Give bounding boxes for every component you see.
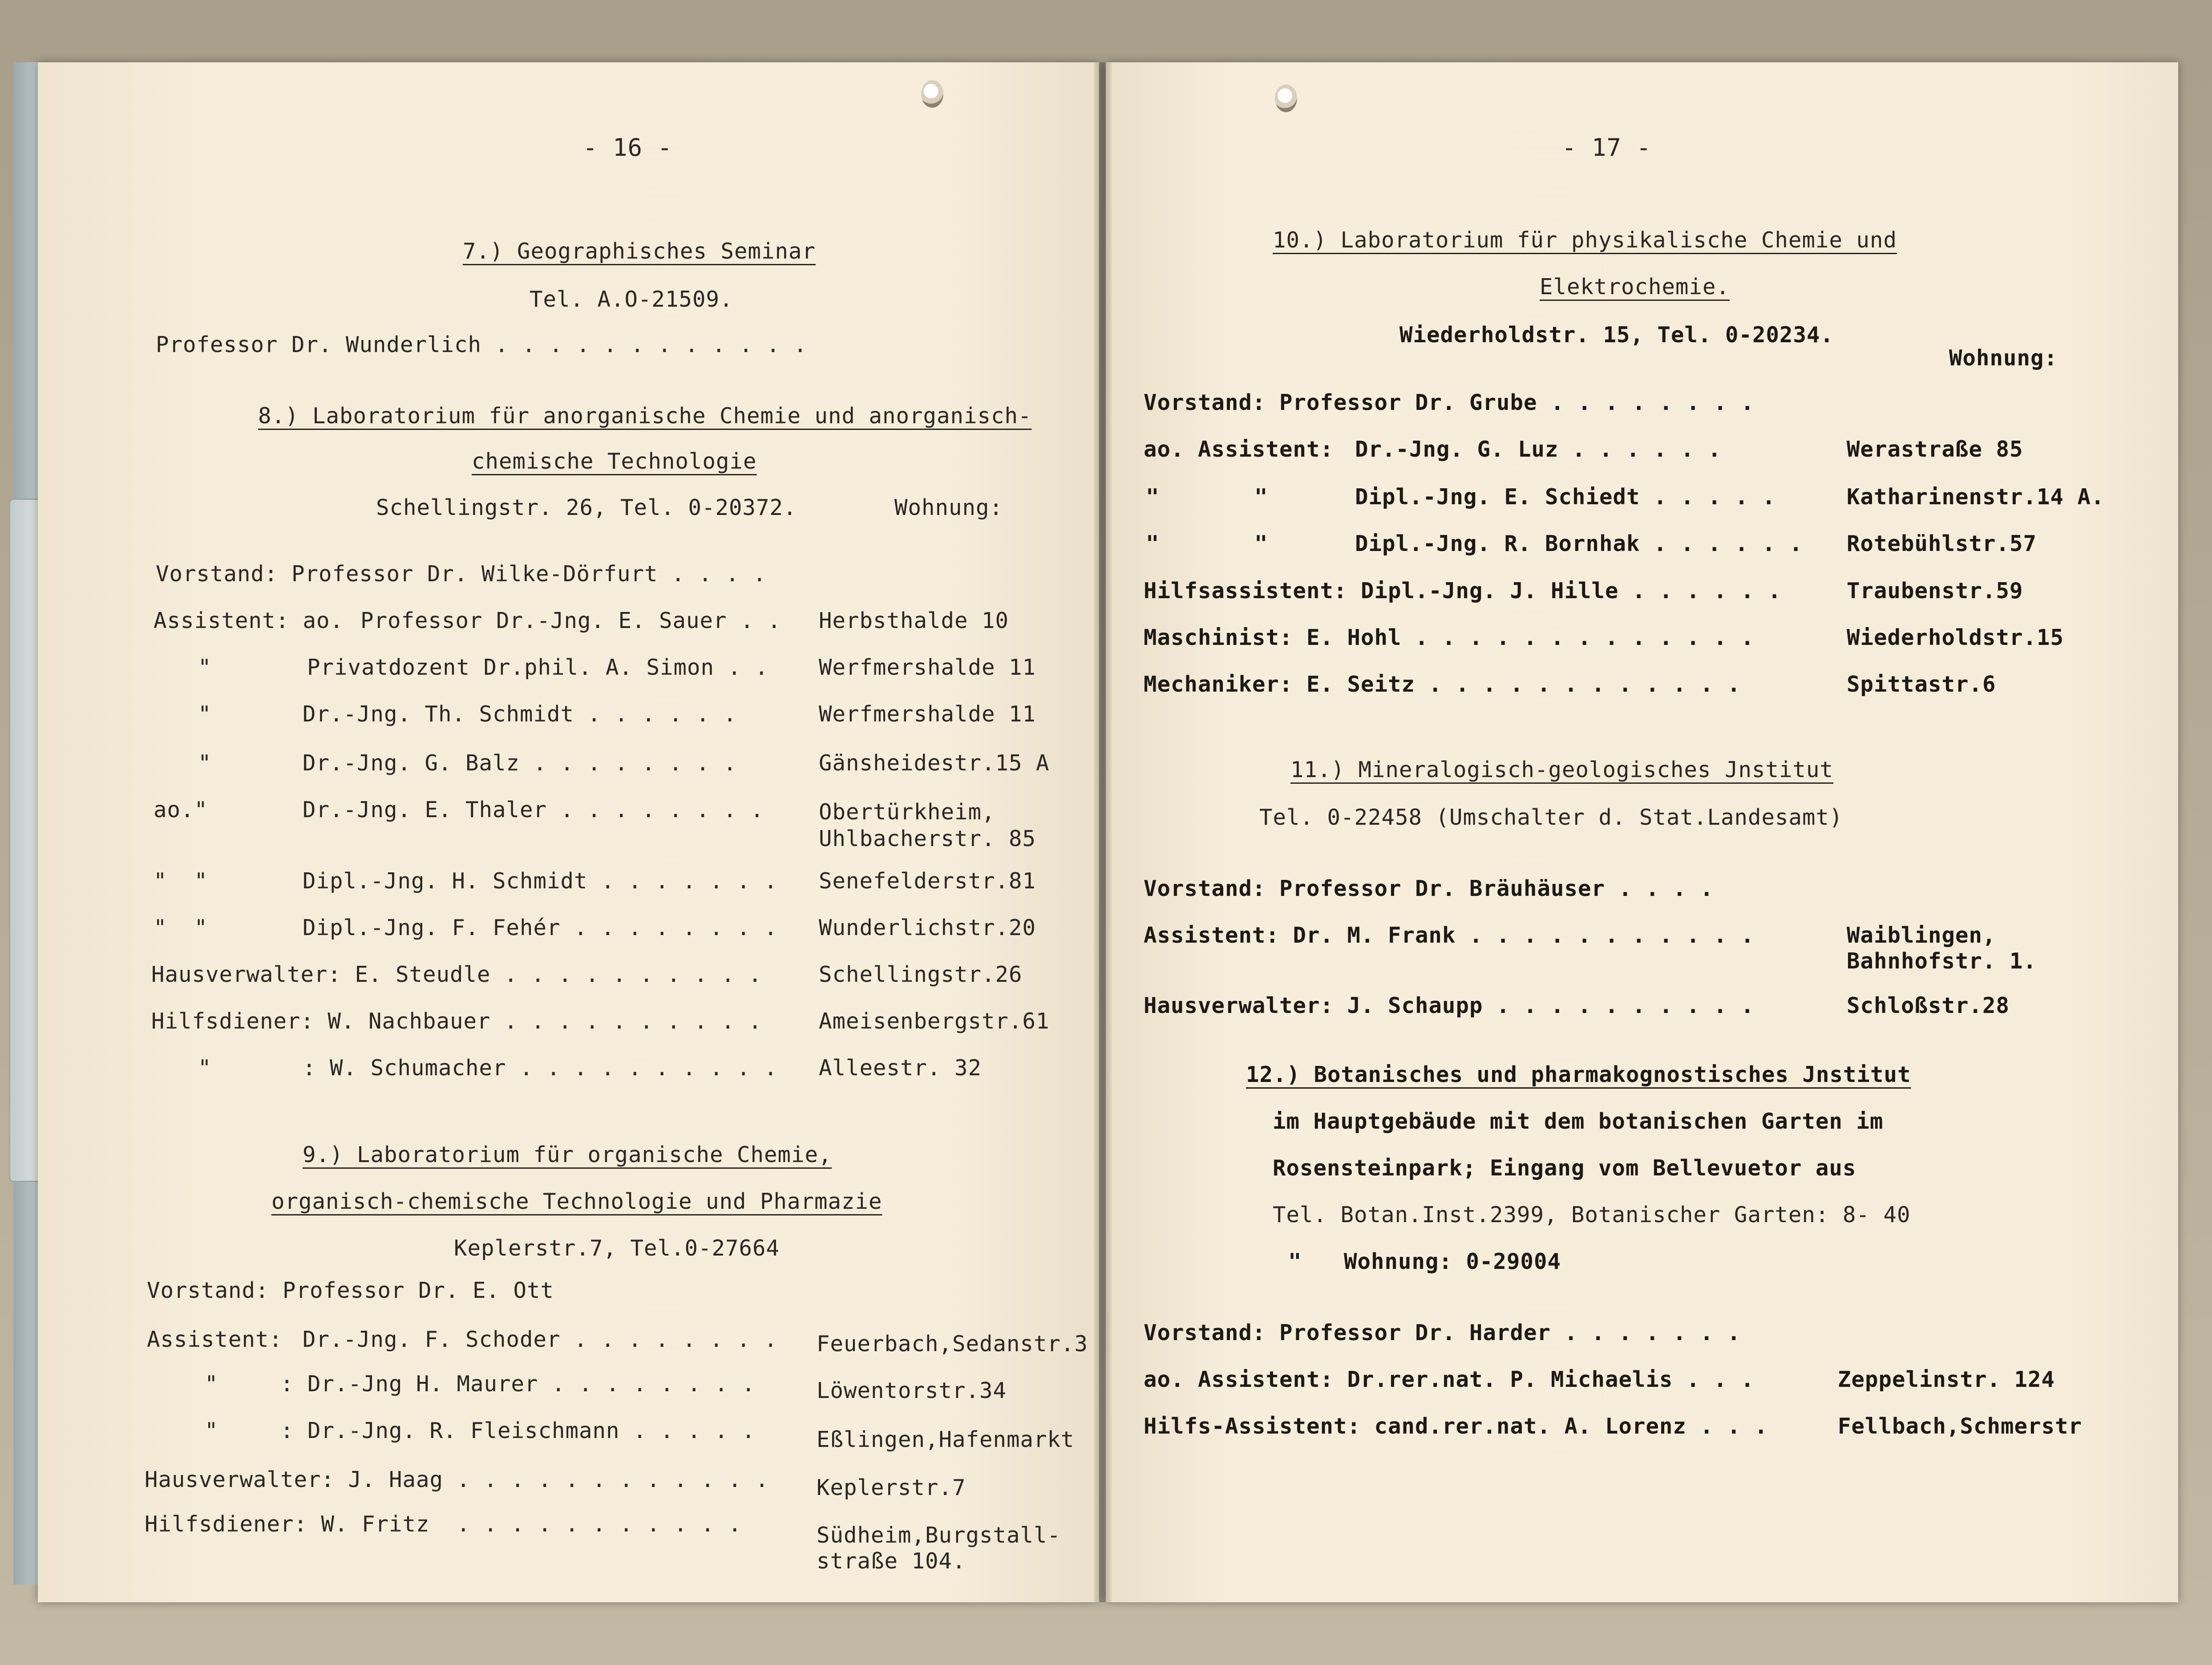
sec10-staff-address: Werastraße 85	[1847, 437, 2023, 462]
sec12-ao-assistent: ao. Assistent: Dr.rer.nat. P. Michaelis . . .	[1144, 1367, 1755, 1392]
sec12-tel: Tel. Botan.Inst.2399, Botanischer Garten: 8- 40	[1273, 1202, 1911, 1227]
sec10-staff-name: Dipl.-Jng. E. Schiedt . . . . .	[1355, 484, 1776, 510]
punch-hole-left	[921, 80, 943, 108]
sec8-vorstand: Vorstand: Professor Dr. Wilke-Dörfurt . . . .	[156, 561, 767, 587]
sec12-wohnung-mark: "	[1288, 1249, 1302, 1274]
sec10-vorstand: Vorstand: Professor Dr. Grube . . . . . . . .	[1144, 390, 1755, 415]
sec8-hilfsdiener-1: Hilfsdiener: W. Nachbauer . . . . . . . . . .	[151, 1009, 762, 1034]
sec8-staff-address: Wunderlichstr.20	[819, 915, 1036, 940]
sec8-staff-role: ao."	[154, 797, 208, 822]
sec12-vorstand: Vorstand: Professor Dr. Harder . . . . . . .	[1144, 1320, 1741, 1345]
sec8-staff-role: "	[198, 701, 212, 727]
sec8-staff-name: Dr.-Jng. G. Balz . . . . . . . .	[303, 750, 737, 776]
sec8-hilfsdiener-1-address: Ameisenbergstr.61	[819, 1009, 1050, 1034]
sec11-vorstand: Vorstand: Professor Dr. Bräuhäuser . . . .	[1144, 876, 1714, 901]
sec10-staff-name: Dipl.-Jng. R. Bornhak . . . . . .	[1355, 531, 1803, 556]
sec9-staff-address: Feuerbach,Sedanstr.3	[817, 1331, 1088, 1357]
sec10-maschinist-address: Wiederholdstr.15	[1847, 625, 2064, 650]
sec10-hilfsassistent-address: Traubenstr.59	[1847, 578, 2023, 604]
sec8-staff-role: " "	[154, 868, 208, 894]
sec8-staff-role: "	[198, 655, 212, 680]
sec8-staff-address: Herbsthalde 10	[819, 608, 1009, 633]
sec9-staff-name: Dr.-Jng. F. Schoder . . . . . . . .	[303, 1327, 778, 1352]
sec9-hausverwalter-address: Keplerstr.7	[817, 1475, 966, 1500]
sec8-staff-name: Dr.-Jng. E. Thaler . . . . . . . .	[303, 797, 764, 822]
sec8-staff-role: Assistent: ao.	[154, 608, 344, 633]
sec10-staff-address: Katharinenstr.14 A.	[1847, 484, 2105, 510]
sec9-hilfsdiener: Hilfsdiener: W. Fritz . . . . . . . . . . .	[145, 1511, 742, 1537]
sec9-staff-name: : Dr.-Jng. R. Fleischmann . . . . .	[280, 1418, 756, 1443]
sec10-title-line2: Elektrochemie.	[1540, 274, 1730, 300]
sec10-staff-role: " "	[1146, 484, 1268, 510]
sec8-title-line2: chemische Technologie	[472, 449, 757, 474]
sec8-hausverwalter: Hausverwalter: E. Steudle . . . . . . . . . .	[151, 962, 762, 987]
sec9-address: Keplerstr.7, Tel.0-27664	[454, 1236, 780, 1261]
sec12-wohnung: Wohnung: 0-29004	[1344, 1249, 1561, 1274]
sec12-title: 12.) Botanisches und pharmakognostisches Jnstitut	[1246, 1062, 1911, 1087]
sec12-hilfs-assistent-address: Fellbach,Schmerstr	[1838, 1414, 2083, 1439]
punch-hole-right	[1275, 85, 1297, 112]
sec10-staff-role: ao. Assistent:	[1144, 437, 1334, 462]
sec8-staff-address: Werfmershalde 11	[819, 701, 1036, 727]
sec9-staff-role: "	[205, 1371, 218, 1397]
sec9-vorstand: Vorstand: Professor Dr. E. Ott	[147, 1278, 554, 1303]
sec8-staff-name: Dipl.-Jng. F. Fehér . . . . . . . .	[303, 915, 778, 940]
sec10-wohnung-header: Wohnung:	[1949, 345, 2058, 371]
sec8-staff-address: Gänsheidestr.15 A	[819, 750, 1050, 776]
sec11-hausverwalter-address: Schloßstr.28	[1847, 993, 2010, 1018]
sec11-hausverwalter: Hausverwalter: J. Schaupp . . . . . . . . . .	[1144, 993, 1755, 1018]
sec10-address: Wiederholdstr. 15, Tel. 0-20234.	[1399, 322, 1834, 348]
sec9-staff-role: "	[205, 1418, 218, 1443]
sec12-line2: im Hauptgebäude mit dem botanischen Garten im	[1273, 1109, 1884, 1134]
sec9-staff-name: : Dr.-Jng H. Maurer . . . . . . . .	[280, 1371, 756, 1397]
sec8-staff-name: Professor Dr.-Jng. E. Sauer . .	[360, 608, 781, 633]
sec9-staff-address: Löwentorstr.34	[817, 1378, 1007, 1403]
sec11-title: 11.) Mineralogisch-geologisches Jnstitut	[1290, 757, 1834, 782]
sec10-staff-role: " "	[1146, 531, 1268, 556]
sec8-staff-role: " "	[154, 915, 208, 940]
sec11-tel: Tel. 0-22458 (Umschalter d. Stat.Landesamt)	[1259, 805, 1843, 830]
sec7-title: 7.) Geographisches Seminar	[463, 239, 816, 264]
sec9-title-line2: organisch-chemische Technologie und Pharmazie	[271, 1189, 882, 1214]
sec10-hilfsassistent: Hilfsassistent: Dipl.-Jng. J. Hille . . . . . .	[1144, 578, 1782, 604]
sec8-staff-name: Privatdozent Dr.phil. A. Simon . .	[307, 655, 769, 680]
sec10-maschinist: Maschinist: E. Hohl . . . . . . . . . . . . .	[1144, 625, 1755, 650]
sec9-title-line1: 9.) Laboratorium für organische Chemie,	[303, 1142, 832, 1167]
sec11-assistent-address: Waiblingen,	[1847, 923, 1996, 948]
sec11-assistent-address-line2: Bahnhofstr. 1.	[1847, 948, 2037, 974]
sec10-staff-name: Dr.-Jng. G. Luz . . . . . .	[1355, 437, 1722, 462]
book-spine	[1094, 62, 1112, 1602]
sec8-address: Schellingstr. 26, Tel. 0-20372.	[376, 495, 797, 520]
sec8-title-line1: 8.) Laboratorium für anorganische Chemie und anorganisch-	[258, 403, 1032, 429]
sec9-staff-address: Eßlingen,Hafenmarkt	[817, 1427, 1075, 1452]
sec8-staff-address: Werfmershalde 11	[819, 655, 1036, 680]
sec12-line3: Rosensteinpark; Eingang vom Bellevuetor aus	[1273, 1155, 1856, 1181]
sec10-mechaniker: Mechaniker: E. Seitz . . . . . . . . . . . .	[1144, 672, 1741, 697]
sec12-ao-assistent-address: Zeppelinstr. 124	[1838, 1367, 2055, 1392]
sec8-hilfsdiener-2-mark: "	[198, 1055, 212, 1081]
sec8-staff-address: Obertürkheim,	[819, 799, 995, 825]
sec8-hilfsdiener-2: : W. Schumacher . . . . . . . . . .	[303, 1055, 778, 1081]
sec8-staff-address: Senefelderstr.81	[819, 868, 1036, 894]
sec7-tel: Tel. A.O-21509.	[530, 287, 733, 312]
sec9-hausverwalter: Hausverwalter: J. Haag . . . . . . . . . . . .	[145, 1467, 769, 1492]
sec11-assistent: Assistent: Dr. M. Frank . . . . . . . . . . .	[1144, 923, 1755, 948]
sec8-wohnung-header: Wohnung:	[894, 495, 1003, 520]
sec8-staff-role: "	[198, 750, 212, 776]
sec12-hilfs-assistent: Hilfs-Assistent: cand.rer.nat. A. Lorenz . . .	[1144, 1414, 1768, 1439]
sec7-professor: Professor Dr. Wunderlich . . . . . . . . . . . .	[156, 332, 808, 357]
sec8-hausverwalter-address: Schellingstr.26	[819, 962, 1023, 987]
sec10-mechaniker-address: Spittastr.6	[1847, 672, 1996, 697]
sec9-hilfsdiener-address-line2: straße 104.	[817, 1548, 966, 1574]
page-number-16: - 16 -	[583, 134, 673, 162]
sec9-hilfsdiener-address: Südheim,Burgstall-	[817, 1523, 1061, 1548]
sec8-staff-name: Dipl.-Jng. H. Schmidt . . . . . . .	[303, 868, 778, 894]
page-number-17: - 17 -	[1562, 134, 1652, 162]
sec10-title-line1: 10.) Laboratorium für physikalische Chemie und	[1273, 227, 1897, 253]
sec8-staff-name: Dr.-Jng. Th. Schmidt . . . . . .	[303, 701, 737, 727]
sec10-staff-address: Rotebühlstr.57	[1847, 531, 2037, 556]
sec8-staff-address-line2: Uhlbacherstr. 85	[819, 826, 1036, 851]
sec8-hilfsdiener-2-address: Alleestr. 32	[819, 1055, 982, 1081]
sec9-staff-role: Assistent:	[147, 1327, 283, 1352]
